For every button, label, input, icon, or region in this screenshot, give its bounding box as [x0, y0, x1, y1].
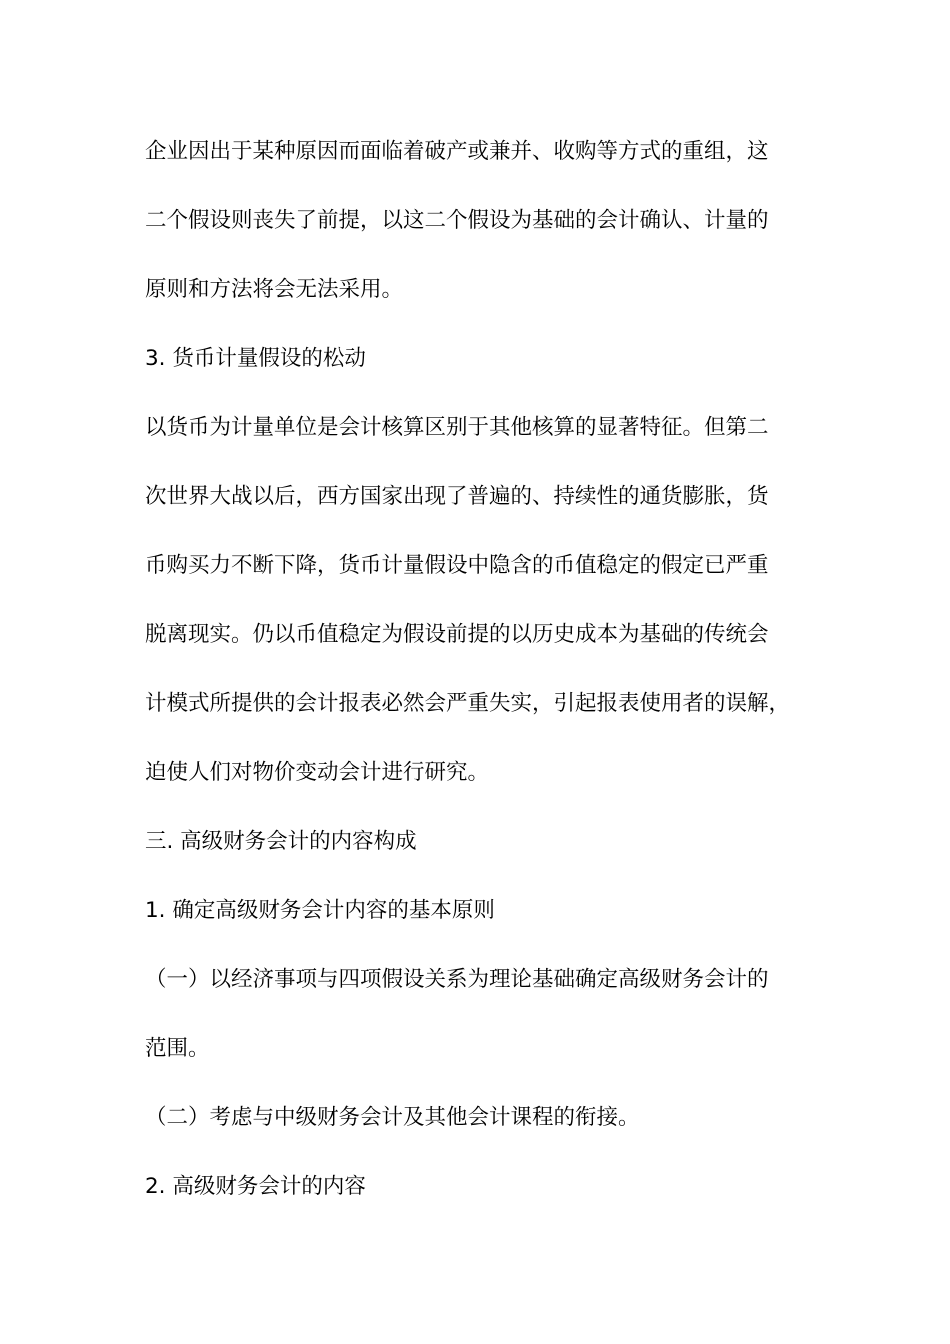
paragraph-line: 币购买力不断下降，货币计量假设中隐含的币值稳定的假定已严重 [145, 553, 769, 578]
paragraph-line: 次世界大战以后，西方国家出现了普遍的、持续性的通货膨胀，货 [145, 484, 769, 509]
paragraph-line: 企业因出于某种原因而面临着破产或兼并、收购等方式的重组，这 [145, 139, 769, 164]
paragraph-line: 脱离现实。仍以币值稳定为假设前提的以历史成本为基础的传统会 [145, 622, 769, 647]
section-heading: 3. 货币计量假设的松动 [145, 346, 366, 371]
paragraph-line: 迫使人们对物价变动会计进行研究。 [145, 760, 490, 785]
section-heading: 2. 高级财务会计的内容 [145, 1174, 366, 1199]
paragraph-line: 二个假设则丧失了前提，以这二个假设为基础的会计确认、计量的 [145, 208, 769, 233]
paragraph-line: （二）考虑与中级财务会计及其他会计课程的衔接。 [145, 1105, 640, 1130]
paragraph-line: 计模式所提供的会计报表必然会严重失实，引起报表使用者的误解， [145, 691, 791, 716]
paragraph-line: 范围。 [145, 1036, 210, 1061]
paragraph-line: 原则和方法将会无法采用。 [145, 277, 404, 302]
paragraph-line: 以货币为计量单位是会计核算区别于其他核算的显著特征。但第二 [145, 415, 769, 440]
section-heading: 1. 确定高级财务会计内容的基本原则 [145, 898, 495, 923]
paragraph-line: （一）以经济事项与四项假设关系为理论基础确定高级财务会计的 [145, 967, 769, 992]
chapter-heading: 三. 高级财务会计的内容构成 [145, 829, 417, 854]
